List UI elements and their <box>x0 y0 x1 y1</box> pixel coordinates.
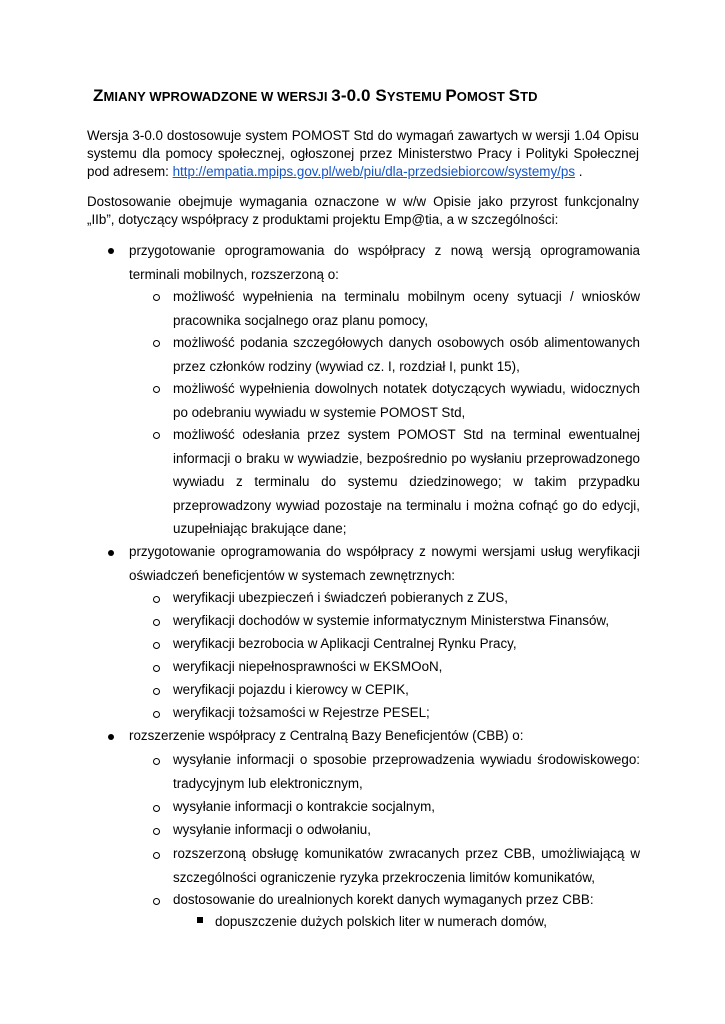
bullet-icon <box>107 733 115 741</box>
bullet-icon <box>107 549 115 557</box>
list-item: rozszerzenie współpracy z Centralną Bazy Beneficjentów (CBB) o: <box>129 728 524 743</box>
sub-list-item: weryfikacji tożsamości w Rejestrze PESEL; <box>173 705 430 720</box>
sub-list-item: weryfikacji ubezpieczeń i świadczeń pobieranych z ZUS, <box>173 590 508 605</box>
sub-list-item: możliwość wypełnienia dowolnych notatek dotyczących wywiadu, widocznych po odebraniu wywiadu w systemie POMOST Std, <box>173 381 640 420</box>
circle-bullet-icon <box>152 385 161 394</box>
circle-bullet-icon <box>152 827 161 836</box>
circle-bullet-icon <box>152 641 161 650</box>
sub-list-item: weryfikacji bezrobocia w Aplikacji Centralnej Rynku Pracy, <box>173 636 517 651</box>
circle-bullet-icon <box>152 339 161 348</box>
sub-list-item: możliwość wypełnienia na terminalu mobilnym oceny sytuacji / wniosków pracownika socjalnego oraz planu pomocy, <box>173 289 640 328</box>
circle-bullet-icon <box>152 595 161 604</box>
circle-bullet-icon <box>152 431 161 440</box>
circle-bullet-icon <box>152 804 161 813</box>
sub-list-item: weryfikacji dochodów w systemie informatycznym Ministerstwa Finansów, <box>173 613 610 628</box>
sub-list-item: możliwość odesłania przez system POMOST Std na terminal ewentualnej informacji o braku w wywiadzie, bezpośrednio po wysłaniu przeprowadzonego wywiadu z terminalu do systemu dziedzinowego; w takim przypadku przeprowadzony wywiad pozostaje na terminalu i można cofnąć go do edycji, uzupełniając brakujące dane; <box>173 427 640 536</box>
circle-bullet-icon <box>152 293 161 302</box>
circle-bullet-icon <box>152 710 161 719</box>
intro-paragraph: Wersja 3-0.0 dostosowuje system POMOST Std do wymagań zawartych w wersji 1.04 Opisu systemu dla pomocy społecznej, ogłoszonej przez Ministerstwo Pracy i Polityki Społecznej pod adresem: http://empatia.mpips.gov.pl/web/piu/dla-przedsiebiorcow/systemy/ps . <box>87 128 639 179</box>
sub-list-item: weryfikacji pojazdu i kierowcy w CEPIK, <box>173 682 409 697</box>
sub-list-item: wysyłanie informacji o kontrakcie socjalnym, <box>173 799 435 814</box>
bullet-icon <box>107 247 115 255</box>
sub-list-item: rozszerzoną obsługę komunikatów zwracanych przez CBB, umożliwiającą w szczególności ograniczenie ryzyka przekroczenia limitów komunikatów, <box>173 846 640 885</box>
list-item: przygotowanie oprogramowania do współpracy z nowymi wersjami usług weryfikacji oświadczeń beneficjentów w systemach zewnętrznych: <box>129 544 640 583</box>
sub-sub-list-item: dopuszczenie dużych polskich liter w numerach domów, <box>215 914 547 929</box>
scope-paragraph: Dostosowanie obejmuje wymagania oznaczone w w/w Opisie jako przyrost funkcjonalny „IIb”, dotyczący współpracy z produktami projektu Emp@tia, a w szczególności: <box>87 194 639 227</box>
sub-list-item: wysyłanie informacji o sposobie przeprowadzenia wywiadu środowiskowego: tradycyjnym lub elektronicznym, <box>173 752 640 791</box>
sub-list-item: weryfikacji niepełnosprawności w EKSMOoN, <box>173 659 443 674</box>
circle-bullet-icon <box>152 618 161 627</box>
circle-bullet-icon <box>152 897 161 906</box>
circle-bullet-icon <box>152 851 161 860</box>
document-title: ZMIANY WPROWADZONE W WERSJI 3-0.0 SYSTEMU POMOST STD <box>93 86 538 105</box>
sub-list-item: możliwość podania szczegółowych danych osobowych osób alimentowanych przez członków rodziny (wywiad cz. I, rozdział I, punkt 15), <box>173 335 640 374</box>
circle-bullet-icon <box>152 687 161 696</box>
square-bullet-icon <box>197 917 203 923</box>
sub-list-item: wysyłanie informacji o odwołaniu, <box>173 822 371 837</box>
circle-bullet-icon <box>152 664 161 673</box>
list-item: przygotowanie oprogramowania do współpracy z nową wersją oprogramowania terminali mobilnych, rozszerzoną o: <box>129 243 640 282</box>
sub-list-item: dostosowanie do urealnionych korekt danych wymaganych przez CBB: <box>173 892 594 907</box>
circle-bullet-icon <box>152 757 161 766</box>
systems-link[interactable]: http://empatia.mpips.gov.pl/web/piu/dla-przedsiebiorcow/systemy/ps <box>172 164 576 179</box>
